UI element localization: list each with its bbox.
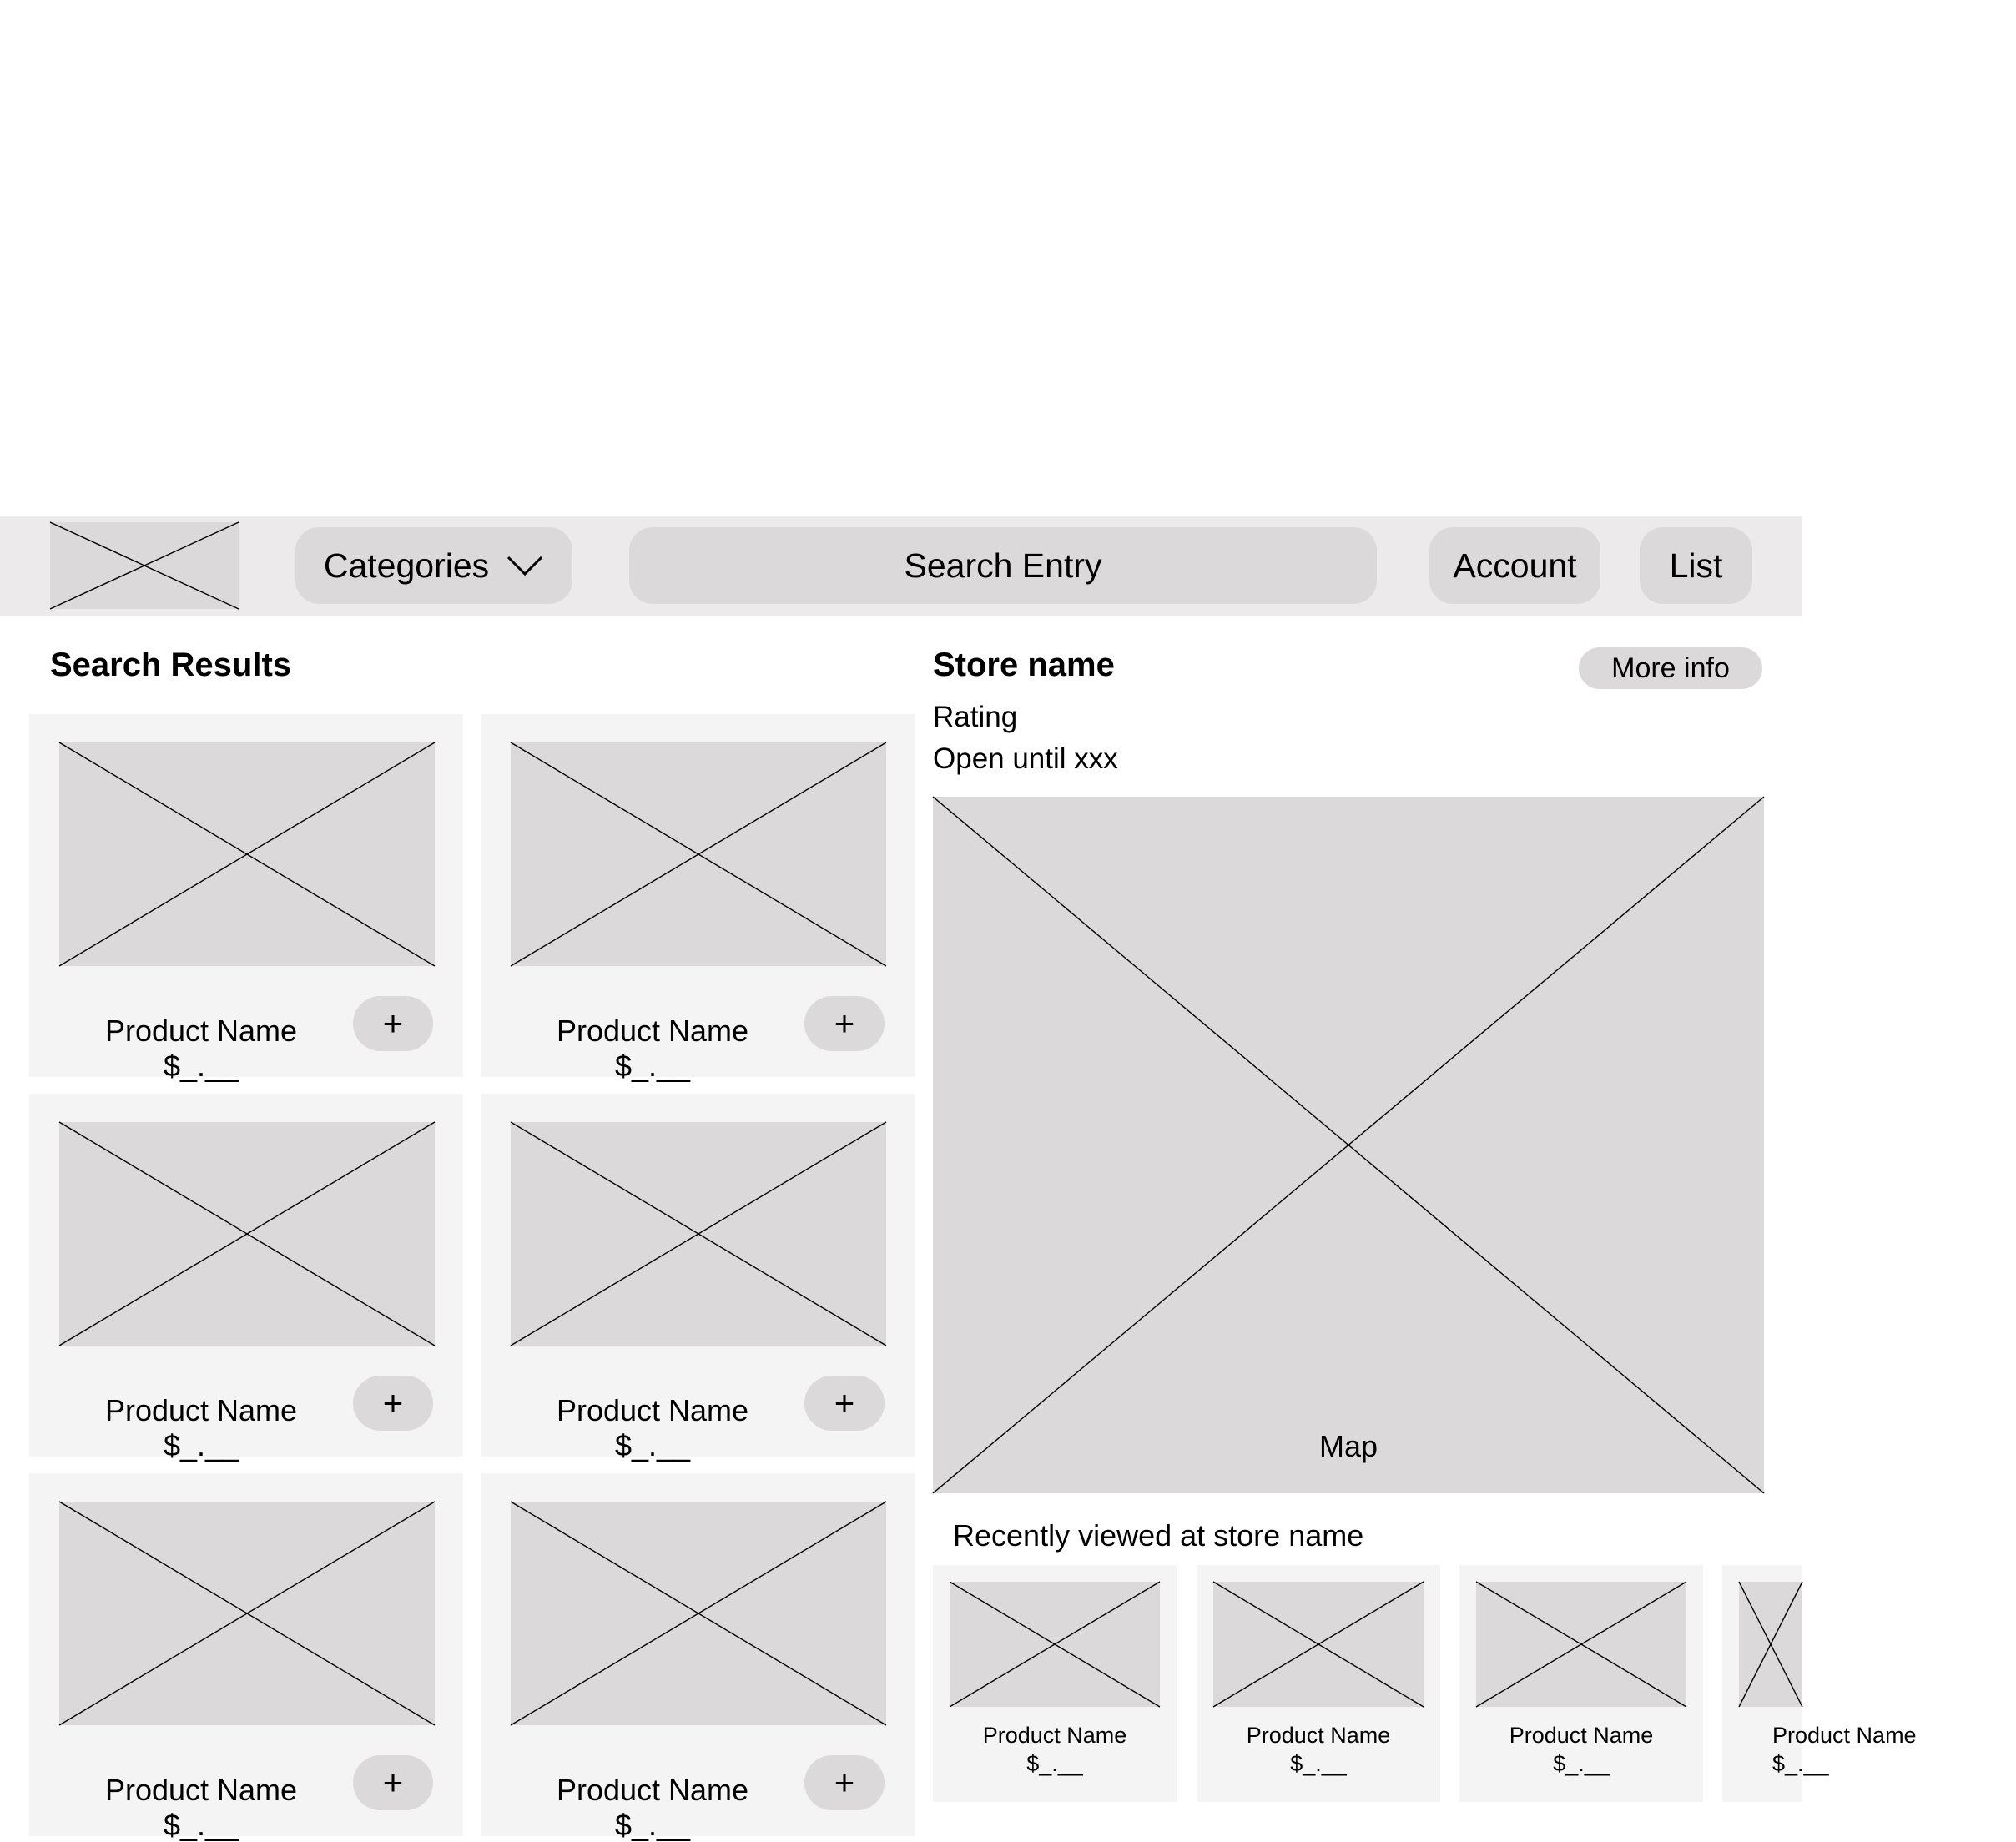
map-label: Map	[1318, 1429, 1378, 1463]
product-image-placeholder	[1213, 1582, 1424, 1707]
top-nav-bar	[0, 516, 1802, 616]
list-button[interactable]	[1640, 527, 1752, 604]
categories-label: Categories	[323, 546, 490, 585]
product-price: $_.__	[1026, 1751, 1083, 1776]
product-price: $_.__	[1772, 1751, 1829, 1776]
add-to-list-button[interactable]: +	[353, 996, 433, 1051]
product-card[interactable]	[29, 714, 463, 1083]
product-price: $_.__	[163, 1428, 239, 1462]
categories-dropdown[interactable]	[295, 527, 572, 604]
product-name: Product Name	[104, 1014, 298, 1048]
product-name: Product Name	[556, 1393, 749, 1427]
add-to-list-button[interactable]: +	[804, 996, 885, 1051]
add-to-list-button[interactable]: +	[804, 1376, 885, 1431]
product-image-placeholder	[511, 1502, 886, 1725]
product-card[interactable]	[29, 1473, 463, 1842]
add-to-list-button[interactable]: +	[804, 1755, 885, 1810]
product-image-placeholder	[1739, 1582, 1802, 1707]
product-image-placeholder	[59, 1122, 435, 1346]
store-rating: Rating	[933, 701, 1018, 733]
store-hours: Open until xxx	[933, 742, 1118, 775]
product-price: $_.__	[1290, 1751, 1347, 1776]
list-label: List	[1669, 546, 1723, 585]
product-name: Product Name	[556, 1773, 749, 1807]
store-map[interactable]	[933, 797, 1764, 1493]
recent-product-card[interactable]	[1459, 1565, 1703, 1802]
product-name: Product Name	[1772, 1723, 1917, 1748]
product-price: $_.__	[163, 1049, 239, 1083]
product-image-placeholder	[950, 1582, 1160, 1707]
product-name: Product Name	[104, 1773, 298, 1807]
product-price: $_.__	[163, 1808, 239, 1842]
product-name: Product Name	[982, 1723, 1127, 1748]
product-price: $_.__	[614, 1808, 691, 1842]
add-to-list-button[interactable]: +	[353, 1376, 433, 1431]
product-name: Product Name	[1509, 1723, 1654, 1748]
product-name: Product Name	[556, 1014, 749, 1048]
product-image-placeholder	[511, 742, 886, 966]
search-placeholder: Search Entry	[904, 546, 1102, 585]
store-name-heading: Store name	[933, 647, 1115, 683]
product-image-placeholder	[511, 1122, 886, 1346]
recent-product-card[interactable]	[1197, 1565, 1440, 1802]
product-image-placeholder	[59, 1502, 435, 1725]
product-price: $_.__	[1553, 1751, 1610, 1776]
product-image-placeholder	[59, 742, 435, 966]
product-name: Product Name	[104, 1393, 298, 1427]
recent-product-card[interactable]	[1722, 1565, 1917, 1802]
more-info-button[interactable]: More info	[1579, 647, 1762, 689]
recent-product-card[interactable]	[933, 1565, 1177, 1802]
product-card[interactable]	[481, 714, 915, 1083]
product-price: $_.__	[614, 1428, 691, 1462]
product-price: $_.__	[614, 1049, 691, 1083]
add-to-list-button[interactable]: +	[353, 1755, 433, 1810]
search-input[interactable]	[629, 527, 1377, 604]
recently-viewed-heading: Recently viewed at store name	[953, 1518, 1364, 1553]
chevron-down-icon	[506, 554, 544, 577]
account-button[interactable]	[1429, 527, 1600, 604]
account-label: Account	[1453, 546, 1577, 585]
product-card[interactable]	[481, 1094, 915, 1462]
product-name: Product Name	[1246, 1723, 1391, 1748]
logo-placeholder[interactable]	[50, 522, 239, 609]
product-card[interactable]	[29, 1094, 463, 1462]
product-card[interactable]	[481, 1473, 915, 1842]
product-image-placeholder	[1476, 1582, 1686, 1707]
search-results-heading: Search Results	[50, 647, 292, 683]
